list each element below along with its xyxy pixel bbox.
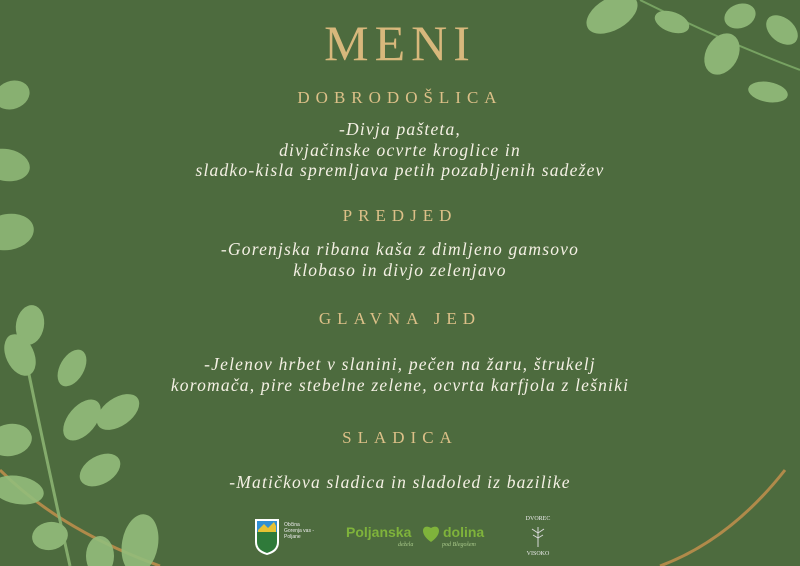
section-heading-starter: PREDJED	[342, 206, 458, 225]
dvorec-label: DVOREC	[525, 516, 551, 522]
menu-title: MENI	[324, 15, 476, 71]
dish-dessert: -Matičkova sladica in sladoled iz bazilike	[229, 472, 571, 492]
poljanska-name: Poljanska	[346, 524, 412, 540]
heart-icon	[420, 522, 442, 544]
dvorec-visoko-logo	[516, 516, 560, 562]
section-heading-welcome: DOBRODOŠLICA	[297, 88, 503, 107]
obcina-logo	[254, 518, 314, 558]
dish-main-course: -Jelenov hrbet v slanini, pečen na žaru, štrukelj koromača, pire stebelne zelene, ocvrta karfjola z lešniki	[170, 354, 630, 395]
dish-starter: -Gorenjska ribana kaša z dimljeno gamsovo klobaso in divjo zelenjavo	[220, 239, 580, 280]
coat-of-arms-icon	[254, 518, 280, 556]
poljanska-dolina-logo	[346, 522, 496, 552]
dish-welcome: -Divja pašteta, divjačinske ocvrte kroglice in sladko-kisla spremljava petih pozabljenih sadežev	[195, 119, 605, 180]
obcina-line1: Občina	[284, 522, 300, 528]
section-heading-main-course: GLAVNA JED	[318, 309, 482, 328]
obcina-line2: Gorenja vas -	[284, 528, 315, 534]
tree-emblem-icon	[528, 525, 548, 549]
poljanska-tagline-left: dežela	[398, 542, 414, 548]
obcina-line3: Poljane	[284, 534, 301, 540]
section-heading-dessert: SLADICA	[342, 428, 458, 447]
poljanska-tagline-right: pod Blegošem	[442, 542, 476, 548]
dolina-name: dolina	[443, 524, 485, 540]
visoko-label: VISOKO	[526, 551, 550, 557]
